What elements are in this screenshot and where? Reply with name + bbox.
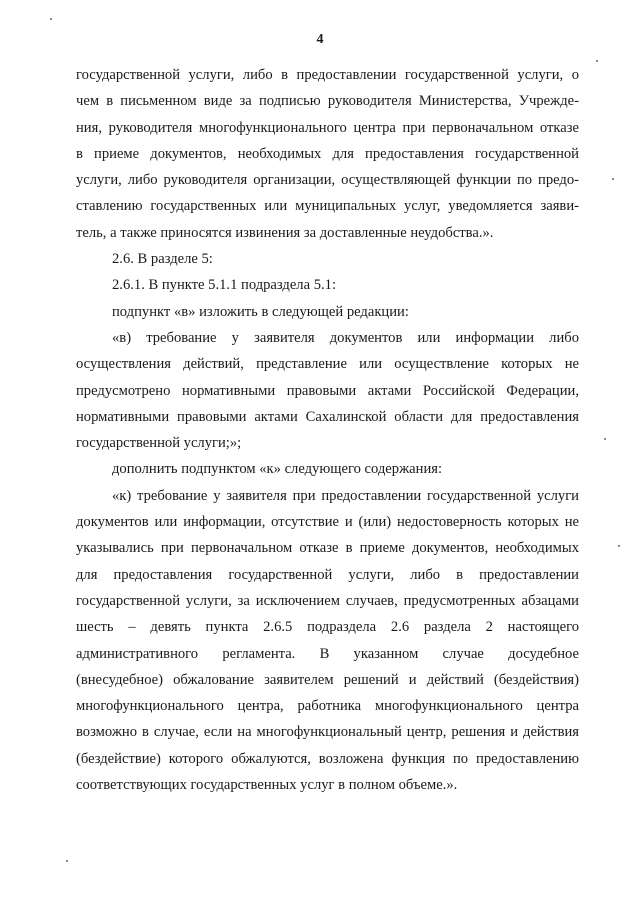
text-line: указывались при первоначальном отказе в приеме документов, необходимых [76,540,579,557]
text-line: документов или информации, отсутствие и (или) недостоверность которых не [76,514,579,531]
paragraph-subitem-v-body [76,351,579,430]
text-line: нормативными правовыми актами Сахалинской области для предоставления [76,408,579,425]
paragraph-subitem-v [76,325,579,351]
text-line: ния, руководителя многофункционального центра при первоначальном отказе [76,119,579,136]
document-body [76,62,579,798]
text-line: «в) требование у заявителя документов или информации либо [112,329,579,346]
text-line: ставлению государственных или муниципальных услуг, уведомляется заяви- [76,198,579,215]
text-line: государственной услуги, либо в предоставлении государственной услуги, о [76,67,579,83]
paragraph-subitem-v-end [76,430,579,456]
paragraph-subitem-k [76,483,579,509]
text-line: 2.6.1. В пункте 5.1.1 подраздела 5.1: [112,277,337,294]
text-line: дополнить подпунктом «к» следующего содержания: [112,461,443,478]
text-line: подпункт «в» изложить в следующей редакции: [112,303,409,320]
text-line: для предоставления государственной услуги, либо в предоставлении [76,566,579,583]
text-line: «к) требование у заявителя при предоставлении государственной услуги [112,487,579,504]
text-line: государственной услуги, за исключением случаев, предусмотренных абзацами [76,592,579,609]
paragraph-subitem-k-body [76,509,579,772]
text-line: предусмотрено нормативными правовыми актами Российской Федерации, [76,382,579,399]
page-number: 4 [316,32,324,47]
paragraph-subitem-k-end [76,772,579,798]
scan-speck [596,60,598,62]
text-line: осуществления действий, представление или осуществление которых не [76,356,579,373]
text-line: 2.6. В разделе 5: [112,251,213,268]
text-line: шесть – девять пункта 2.6.5 подраздела 2.6 раздела 2 настоящего [76,619,579,636]
paragraph-section-2-6 [76,246,579,272]
scan-speck [66,860,68,862]
text-line: (бездействие) которого обжалуются, возложена функция по предоставлению [76,750,579,767]
text-line: административного регламента. В указанном случае досудебное [76,645,579,662]
paragraph-closing-quote-end [76,220,579,246]
scan-speck [612,178,614,180]
text-line: государственной услуги;»; [76,435,242,452]
scan-speck [618,545,620,547]
scan-speck [604,438,606,440]
scan-speck [50,18,52,20]
text-line: чем в письменном виде за подписью руководителя Министерства, Учрежде- [76,93,579,110]
text-line: соответствующих государственных услуг в полном объеме.». [76,777,458,794]
text-line: в приеме документов, необходимых для предоставления государственной [76,145,579,162]
text-line: многофункционального центра, работника многофункционального центра [76,698,579,715]
paragraph-closing-quote [76,62,579,220]
text-line: возможно в случае, если на многофункциональный центр, решения и действия [76,724,579,741]
paragraph-subitem-v-intro [76,299,579,325]
text-line: (внесудебное) обжалование заявителем решений и действий (бездействия) [76,671,579,688]
text-line: услуги, либо руководителя организации, осуществляющей функции по предо- [76,172,579,189]
paragraph-section-2-6-1 [76,272,579,298]
paragraph-subitem-k-intro [76,456,579,482]
text-line: тель, а также приносятся извинения за доставленные неудобства.». [76,224,494,241]
